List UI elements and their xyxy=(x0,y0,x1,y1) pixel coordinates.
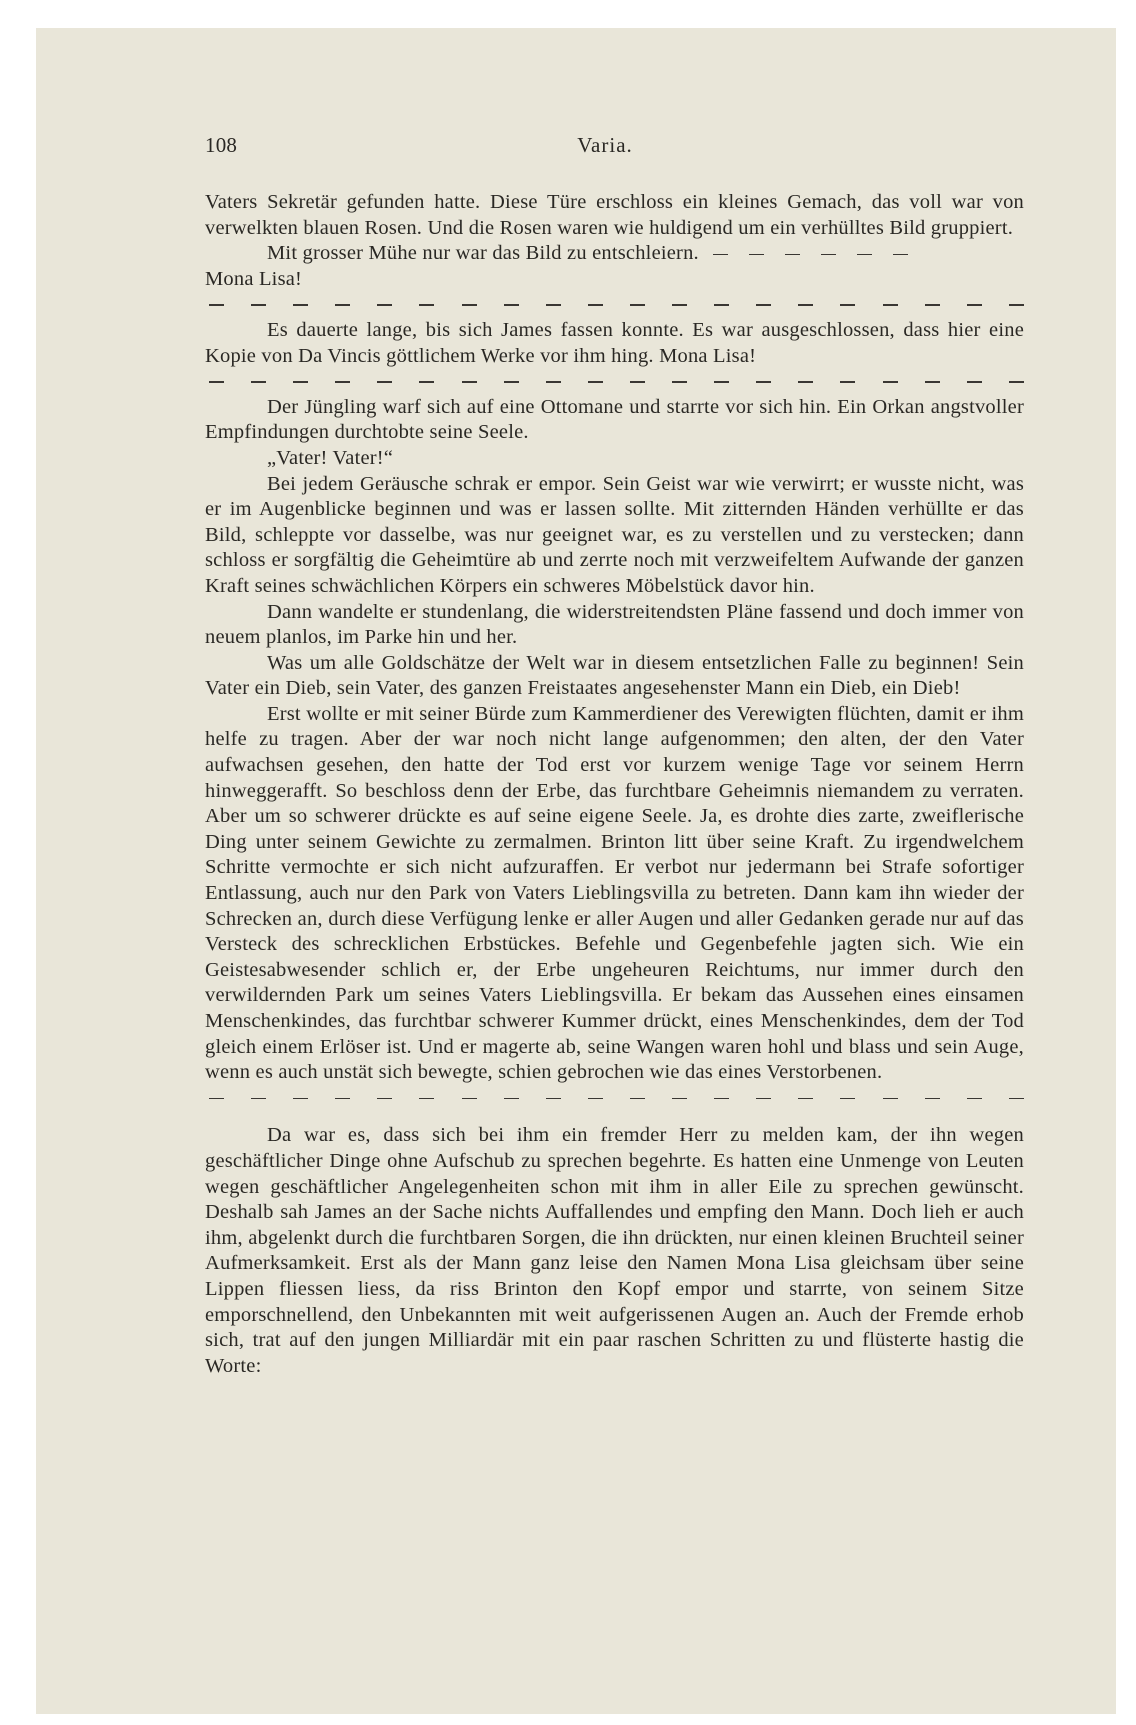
dash-separator xyxy=(209,1086,1024,1112)
page-header xyxy=(205,133,1005,163)
paragraph xyxy=(205,241,1024,267)
paragraph-text: Mit grosser Mühe nur war das Bild zu entschleiern. xyxy=(267,242,699,265)
paragraph: Es dauerte lange, bis sich James fassen konnte. Es war ausgeschlossen, dass hier eine Kopie von Da Vincis göttlichem Werke vor ihm hing. Mona Lisa! xyxy=(205,318,1024,367)
paragraph: Bei jedem Geräusche schrak er empor. Sein Geist war wie verwirrt; er wusste nicht, was er im Augenblicke beginnen und was er lassen sollte. Mit zitternden Händen verhüllte er das Bild, schleppte vor dasselbe, was nur geeignet war, es zu verstellen und zu verstecken; dann schloss er sorgfältig die Geheimtüre ab und zerrte noch mit verzweifeltem Aufwande der ganzen Kraft seines schwächlichen Körpers ein schweres Möbelstück davor hin. xyxy=(205,472,1024,597)
book-page xyxy=(171,0,1026,1725)
paragraph: Vaters Sekretär gefunden hatte. Diese Türe erschloss ein kleines Gemach, das voll war von verwelkten blauen Rosen. Und die Rosen waren wie huldigend um ein verhülltes Bild gruppiert. xyxy=(205,191,1024,239)
dash-separator xyxy=(209,292,1024,318)
page-body xyxy=(205,190,1024,1379)
paragraph: Da war es, dass sich bei ihm ein fremder Herr zu melden kam, der ihn wegen geschäftlicher Dinge ohne Aufschub zu sprechen begehrte. Es hatten eine Unmenge von Leuten wegen geschäftlicher Angelegenheiten schon mit ihm in aller Eile zu sprechen gewünscht. Deshalb sah James an der Sache nichts Auffallendes und empfing den Mann. Doch lieh er auch ihm, abgelenkt durch die furchtbaren Sorgen, die ihn drückten, nur einen kleinen Bruchteil seiner Aufmerksamkeit. Erst als der Mann ganz leise den Namen Mona Lisa gleichsam über seine Lippen fliessen liess, da riss Brinton den Kopf empor und starrte, von seinem Sitze emporschnellend, den Unbekannten mit weit aufgerissenen Augen an. Auch der Fremde erhob sich, trat auf den jungen Milliardär mit ein paar raschen Schritten zu und flüsterte hastig die Worte: xyxy=(205,1124,1024,1377)
paragraph: Mona Lisa! xyxy=(205,267,303,290)
paragraph: Erst wollte er mit seiner Bürde zum Kammerdiener des Verewigten flüchten, damit er ihm helfe zu tragen. Aber der war noch nicht lange aufgenommen; den alten, der den Vater aufwachsen gesehen, den hatte der Tod erst vor kurzem wenige Tage vor seinem Herrn hinweggerafft. So beschloss denn der Erbe, das furchtbare Geheimnis niemandem zu verraten. Aber um so schwerer drückte es auf seine eigene Seele. Ja, es drohte dies zarte, zweiflerische Ding unter seinem Gewichte zu zermalmen. Brinton litt über seine Kraft. Zu irgendwelchem Schritte vermochte er sich nicht aufzuraffen. Er verbot nur jedermann bei Strafe sofortiger Entlassung, auch nur den Park von Vaters Lieblingsvilla zu betreten. Dann kam ihn wieder der Schrecken an, durch diese Verfügung lenke er aller Augen und aller Gedanken gerade nur auf das Versteck des schrecklichen Erbstückes. Befehle und Gegenbefehle jagten sich. Wie ein Geistesabwesender schlich er, der Erbe ungeheuren Reichtums, nur immer durch den verwildernden Park um seines Vaters Lieblingsvilla. Er bekam das Aussehen eines einsamen Menschenkindes, das furchtbar schwerer Kummer drückt, eines Menschenkindes, dem der Tod gleich einem Erlöser ist. Und er magerte ab, seine Wangen waren hohl und blass und sein Auge, wenn es auch unstät sich bewegte, schien gebrochen wie das eines Verstorbenen. xyxy=(205,702,1024,1084)
page-number: 108 xyxy=(205,133,238,157)
paragraph: Was um alle Goldschätze der Welt war in diesem entsetzlichen Falle zu beginnen! Sein Vater ein Dieb, sein Vater, des ganzen Freistaates angesehenster Mann ein Dieb, ein Dieb! xyxy=(205,651,1024,700)
paragraph: Der Jüngling warf sich auf eine Ottomane und starrte vor sich hin. Ein Orkan angstvoller Empfindungen durchtobte seine Seele. xyxy=(205,395,1024,444)
dash-separator xyxy=(713,254,908,255)
running-head: Varia. xyxy=(577,133,633,157)
section-gap xyxy=(205,1111,1024,1123)
paragraph: Dann wandelte er stundenlang, die widerstreitendsten Pläne fassend und doch immer von neuem planlos, im Parke hin und her. xyxy=(205,600,1024,649)
dash-separator xyxy=(209,369,1024,395)
paragraph: „Vater! Vater!“ xyxy=(267,446,394,469)
